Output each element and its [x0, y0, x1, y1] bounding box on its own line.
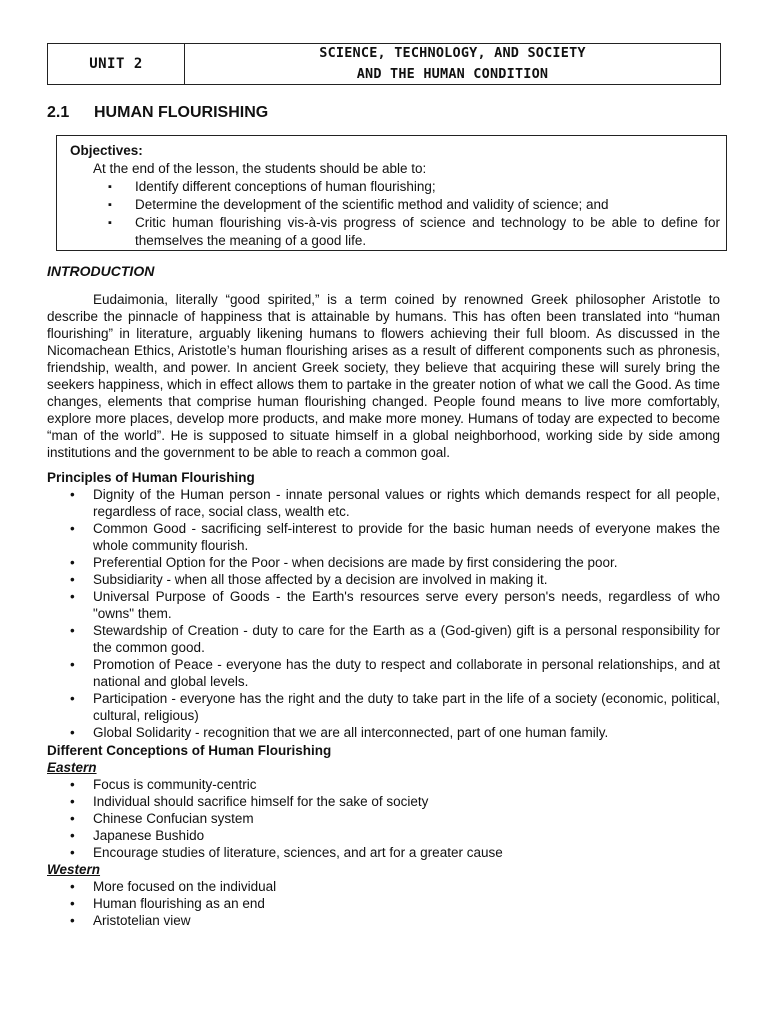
eastern-item: • Encourage studies of literature, sciences, and art for a greater cause	[93, 844, 720, 861]
section-number: 2.1	[47, 104, 70, 121]
principle-item: • Dignity of the Human person - innate personal values or rights which demands respect for all people, regardless of race, social class, wealth etc.	[93, 486, 720, 520]
eastern-item: • Japanese Bushido	[93, 827, 720, 844]
objectives-title: Objectives:	[70, 143, 143, 158]
eastern-item: • Individual should sacrifice himself for the sake of society	[93, 793, 720, 810]
western-list	[47, 878, 720, 929]
objectives-box	[56, 135, 727, 251]
principles-list	[47, 486, 720, 741]
eastern-list	[47, 776, 720, 861]
eastern-label: Eastern	[47, 760, 97, 775]
principle-item: • Global Solidarity - recognition that we are all interconnected, part of one human family.	[93, 724, 720, 741]
western-item: • Aristotelian view	[93, 912, 720, 929]
principle-item: • Stewardship of Creation - duty to care for the Earth as a (God-given) gift is a personal responsibility for the common good.	[93, 622, 720, 656]
objectives-list	[70, 178, 720, 250]
eastern-item: • Chinese Confucian system	[93, 810, 720, 827]
section-title: HUMAN FLOURISHING	[94, 104, 269, 121]
main-content	[47, 263, 720, 929]
principle-item: • Promotion of Peace - everyone has the duty to respect and collaborate in personal relationships, and at national and global levels.	[93, 656, 720, 690]
unit-title-line-2: AND THE HUMAN CONDITION	[356, 66, 549, 82]
introduction-paragraph: Eudaimonia, literally “good spirited,” is a term coined by renowned Greek philosopher Aristotle to describe the pinnacle of happiness that is attainable by humans. This has often been translated into “human flourishing” in literature, arguably likening humans to flowers achieving their full bloom. As discussed in the Nicomachean Ethics, Aristotle’s human flourishing arises as a result of different components such as phronesis, friendship, wealth, and power. In ancient Greek society, they believe that acquiring these will surely bring the seekers happiness, which in effect allows them to partake in the greater notion of what we call the Good. As time changes, elements that comprise human flourishing changed. People found means to live more comfortably, explore more places, develop more products, and make more money. Humans of today are expected to become “man of the world”. He is supposed to situate himself in a global neighborhood, working side by side among institutions and the government to be able to reach a common goal.	[47, 292, 720, 460]
unit-title-line-1: SCIENCE, TECHNOLOGY, AND SOCIETY	[319, 45, 586, 61]
introduction-heading: INTRODUCTION	[47, 263, 155, 279]
principle-item: • Preferential Option for the Poor - when decisions are made by first considering the poor.	[93, 554, 720, 571]
objective-item: ▪ Critic human flourishing vis-à-vis progress of science and technology to be able to define for themselves the meaning of a good life.	[135, 214, 720, 250]
principle-item: • Universal Purpose of Goods - the Earth's resources serve every person's needs, regardless of who "owns" them.	[93, 588, 720, 622]
principle-item: • Participation - everyone has the right and the duty to take part in the life of a society (economic, political, cultural, religious)	[93, 690, 720, 724]
unit-label: UNIT 2	[48, 44, 185, 84]
objective-item: ▪ Determine the development of the scientific method and validity of science; and	[135, 196, 720, 214]
conceptions-heading: Different Conceptions of Human Flourishing	[47, 743, 332, 758]
eastern-item: • Focus is community-centric	[93, 776, 720, 793]
principle-item: • Common Good - sacrificing self-interest to provide for the basic human needs of everyone makes the whole community flourish.	[93, 520, 720, 554]
unit-header-table	[47, 43, 721, 85]
objectives-intro: At the end of the lesson, the students should be able to:	[93, 161, 427, 176]
principle-item: • Subsidiarity - when all those affected by a decision are involved in making it.	[93, 571, 720, 588]
objective-item: ▪ Identify different conceptions of human flourishing;	[135, 178, 720, 196]
western-item: • More focused on the individual	[93, 878, 720, 895]
western-label: Western	[47, 862, 101, 877]
principles-heading: Principles of Human Flourishing	[47, 470, 255, 485]
unit-title	[185, 44, 720, 84]
section-heading	[47, 104, 268, 122]
western-item: • Human flourishing as an end	[93, 895, 720, 912]
